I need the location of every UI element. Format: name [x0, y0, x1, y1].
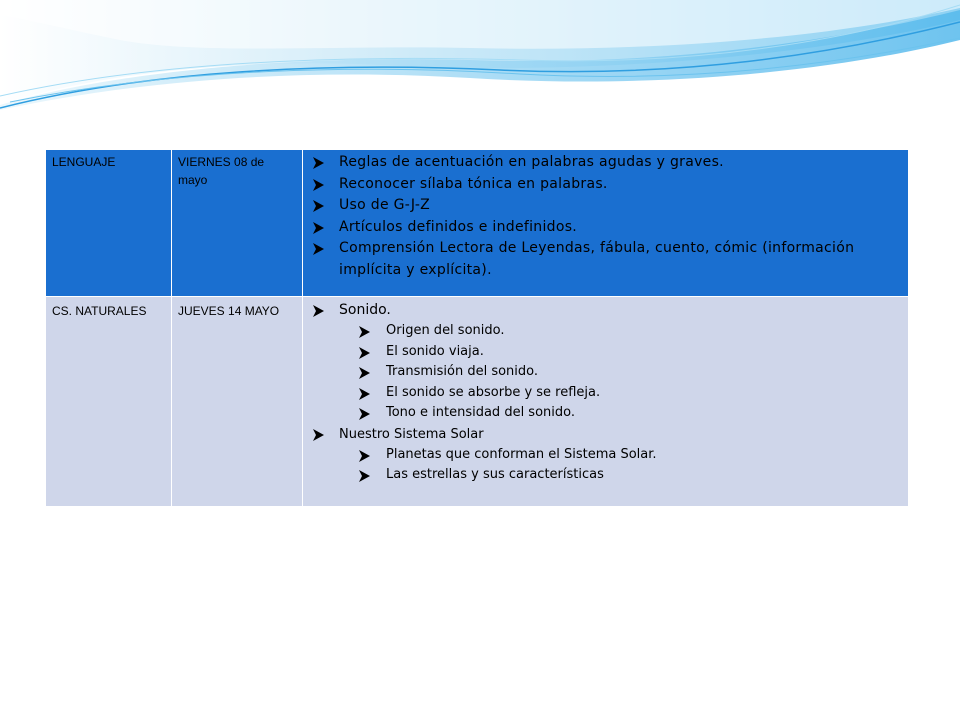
arrowhead-bullet-icon: [313, 305, 324, 317]
arrowhead-bullet-icon: [359, 388, 370, 400]
schedule-table: [45, 149, 909, 507]
arrowhead-bullet-icon: [313, 429, 324, 441]
list-item: [313, 238, 900, 281]
list-item: [359, 465, 900, 486]
subtopic-label: Planetas que conforman el Sistema Solar.: [386, 446, 657, 462]
list-item: [313, 152, 900, 174]
topic-label: Comprensión Lectora de Leyendas, fábula, cuento, cómic (información implícita y explícita).: [339, 240, 855, 278]
topic-label: Uso de G-J-Z: [339, 197, 431, 214]
topic-label: Sonido.: [339, 302, 391, 318]
list-item: [359, 445, 900, 466]
table-row: [46, 150, 909, 297]
subtopic-label: El sonido se absorbe y se refleja.: [386, 384, 601, 400]
topic-list: [313, 300, 900, 486]
list-item: [359, 362, 900, 383]
list-item: [313, 195, 900, 217]
arrowhead-bullet-icon: [313, 179, 324, 191]
date-cell: VIERNES 08 de mayo: [172, 150, 303, 297]
subtopic-label: El sonido viaja.: [386, 343, 484, 359]
topic-label: Artículos definidos e indefinidos.: [339, 218, 578, 235]
subject-cell: LENGUAJE: [46, 150, 172, 297]
date-cell: JUEVES 14 MAYO: [172, 297, 303, 507]
subtopic-label: Las estrellas y sus características: [386, 467, 604, 482]
list-item: [359, 403, 900, 424]
list-item: [359, 321, 900, 342]
arrowhead-bullet-icon: [313, 222, 324, 234]
arrowhead-bullet-icon: [359, 470, 370, 482]
arrowhead-bullet-icon: [359, 450, 370, 462]
topic-list: [313, 152, 900, 282]
table-row: [46, 297, 909, 507]
arrowhead-bullet-icon: [313, 243, 324, 255]
topics-cell: [303, 297, 909, 507]
subtopic-list: [359, 445, 900, 486]
topics-cell: [303, 150, 909, 297]
topic-label: Reglas de acentuación en palabras agudas y graves.: [339, 154, 724, 170]
arrowhead-bullet-icon: [359, 326, 370, 338]
list-item: [313, 424, 900, 486]
topic-label: Reconocer sílaba tónica en palabras.: [339, 175, 608, 192]
subtopic-label: Transmisión del sonido.: [386, 364, 539, 379]
subject-cell: CS. NATURALES: [46, 297, 172, 507]
list-item: [313, 300, 900, 424]
list-item: [313, 217, 900, 239]
arrowhead-bullet-icon: [313, 200, 324, 212]
arrowhead-bullet-icon: [359, 347, 370, 359]
arrowhead-bullet-icon: [359, 367, 370, 379]
arrowhead-bullet-icon: [313, 157, 324, 169]
subtopic-label: Tono e intensidad del sonido.: [386, 405, 575, 420]
list-item: [359, 342, 900, 363]
topic-label: Nuestro Sistema Solar: [339, 426, 484, 442]
list-item: [313, 174, 900, 196]
arrowhead-bullet-icon: [359, 408, 370, 420]
subtopic-list: [359, 321, 900, 424]
header-wave-decoration: [0, 0, 960, 130]
subtopic-label: Origen del sonido.: [386, 323, 505, 338]
list-item: [359, 383, 900, 404]
